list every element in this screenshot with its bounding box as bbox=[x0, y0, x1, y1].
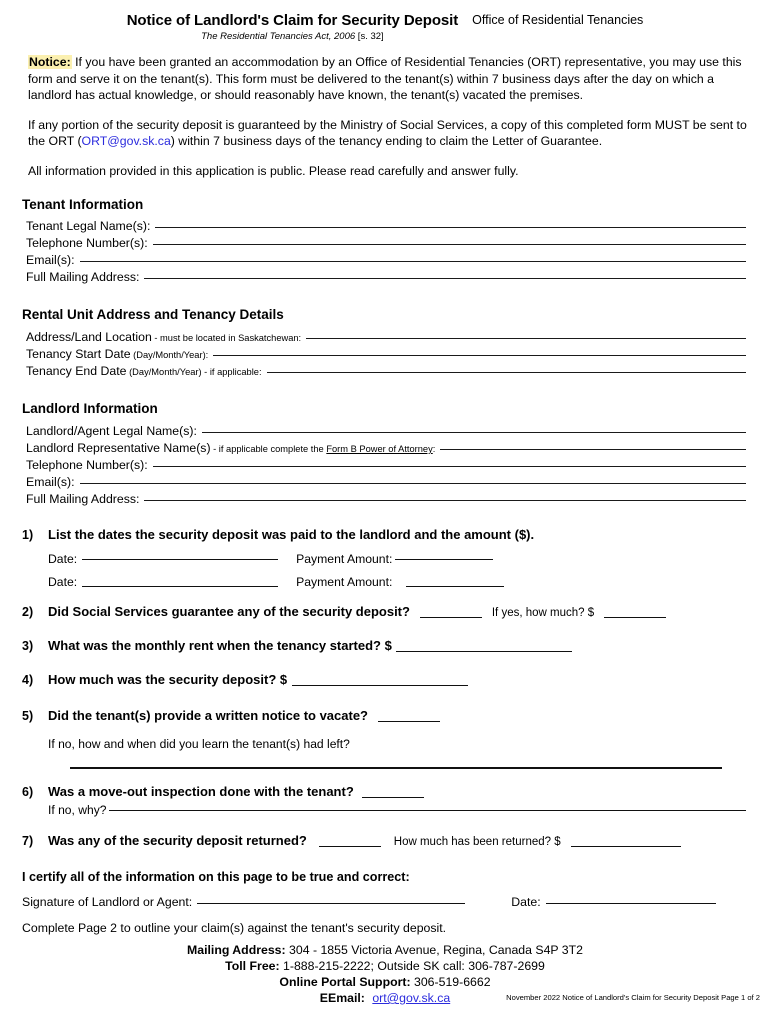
act-name: The Residential Tenancies Act, 2006 bbox=[201, 31, 356, 42]
question-text: What was the monthly rent when the tenancy started? $ bbox=[48, 638, 392, 653]
section-heading-landlord: Landlord Information bbox=[22, 401, 158, 416]
input-line[interactable] bbox=[440, 449, 746, 450]
public-info-paragraph: All information provided in this application is public. Please read carefully and answer fully. bbox=[28, 163, 519, 178]
q6-why-input-line[interactable] bbox=[109, 810, 747, 811]
signature-row bbox=[0, 895, 770, 909]
certify-statement: I certify all of the information on this page to be true and correct: bbox=[22, 870, 410, 884]
footer-tollfree-label: Toll Free: bbox=[225, 959, 280, 973]
field-tenancy-start-date[interactable] bbox=[26, 347, 746, 361]
landlord-fields bbox=[0, 424, 770, 506]
page-title: Notice of Landlord's Claim for Security Deposit bbox=[126, 12, 459, 29]
q3-amount-blank[interactable] bbox=[396, 651, 572, 652]
signature-label: Signature of Landlord or Agent: bbox=[22, 895, 193, 909]
field-label-main: Tenancy Start Date bbox=[26, 347, 131, 361]
q5-answer-line[interactable] bbox=[70, 767, 722, 769]
field-label-main: Tenancy End Date bbox=[26, 364, 127, 378]
payment-amount-input-line[interactable] bbox=[406, 586, 504, 587]
field-label-hint: (Day/Month/Year) - if applicable: bbox=[126, 367, 262, 377]
signature-input-line[interactable] bbox=[197, 903, 465, 904]
field-label-main: Address/Land Location bbox=[26, 330, 152, 344]
form-b-power-of-attorney-link[interactable]: Form B Power of Attorney bbox=[326, 444, 433, 454]
question-7 bbox=[22, 832, 746, 850]
q7-answer-blank[interactable] bbox=[319, 846, 381, 847]
date-label: Date: bbox=[48, 552, 78, 566]
question-3 bbox=[22, 637, 746, 655]
q6-why-row bbox=[22, 803, 746, 817]
question-body bbox=[48, 832, 746, 850]
question-number: 6) bbox=[22, 785, 34, 799]
footer-email-row bbox=[0, 990, 770, 1006]
field-label: Tenant Legal Name(s): bbox=[26, 219, 151, 233]
footer-tollfree-value: 1-888-215-2222; Outside SK call: 306-787-2699 bbox=[279, 959, 545, 973]
question-text: Did Social Services guarantee any of the security deposit? bbox=[48, 604, 410, 619]
page-footer bbox=[0, 942, 770, 1006]
q5-note: If no, how and when did you learn the tenant(s) had left? bbox=[48, 737, 350, 751]
footer-document-meta: November 2022 Notice of Landlord's Claim for Security Deposit Page 1 of 2 bbox=[506, 993, 760, 1002]
field-label bbox=[26, 441, 435, 455]
field-label bbox=[26, 347, 208, 361]
q1-payment-row-1 bbox=[22, 552, 746, 566]
page-header bbox=[0, 0, 770, 42]
input-line[interactable] bbox=[144, 278, 746, 279]
input-line[interactable] bbox=[213, 355, 746, 356]
q2-answer-blank[interactable] bbox=[420, 617, 482, 618]
questions-list bbox=[0, 526, 770, 850]
q5-answer-blank[interactable] bbox=[378, 721, 440, 722]
q2-sub-label: If yes, how much? $ bbox=[491, 607, 595, 619]
field-tenant-legal-names[interactable] bbox=[26, 219, 746, 233]
field-tenant-email[interactable] bbox=[26, 253, 746, 267]
input-line[interactable] bbox=[306, 338, 746, 339]
question-number: 3) bbox=[22, 639, 34, 653]
notice-body: If you have been granted an accommodation by an Office of Residential Tenancies (ORT) representative, you may use this form and serve it on the tenant(s). This form must be delivered to the tenant(s) within 7 business days after the day on which a landlord has actual knowledge, or should reasonably have known, the tenant(s) vacated the premises. bbox=[28, 55, 742, 102]
footer-mailing-address bbox=[0, 942, 770, 958]
question-body bbox=[48, 603, 746, 621]
ort-email-link[interactable]: ORT@gov.sk.ca bbox=[81, 134, 171, 148]
input-line[interactable] bbox=[80, 261, 746, 262]
social-services-text-before: If any portion of the security deposit is guaranteed by the Ministry of Social Services, a copy of this completed form MUST be sent to the ORT ( bbox=[28, 117, 747, 148]
question-text: Did the tenant(s) provide a written notice to vacate? bbox=[48, 708, 368, 723]
question-5 bbox=[22, 707, 746, 725]
question-text: How much was the security deposit? $ bbox=[48, 672, 288, 687]
field-label-hint: (Day/Month/Year): bbox=[130, 350, 209, 360]
notice-badge: Notice: bbox=[29, 55, 71, 69]
question-number: 5) bbox=[22, 709, 34, 723]
q1-payment-row-2 bbox=[22, 575, 746, 589]
notice-paragraph bbox=[28, 54, 748, 104]
field-label bbox=[26, 330, 301, 344]
social-services-paragraph bbox=[28, 117, 748, 150]
section-heading-tenant: Tenant Information bbox=[22, 197, 144, 212]
date-input-line[interactable] bbox=[82, 559, 278, 560]
date-input-line[interactable] bbox=[82, 586, 278, 587]
question-body bbox=[48, 707, 746, 725]
office-label: Office of Residential Tenancies bbox=[472, 13, 644, 27]
footer-email-link[interactable]: ort@gov.sk.ca bbox=[372, 991, 451, 1005]
q7-sub-label: How much has been returned? $ bbox=[393, 836, 561, 848]
question-number: 2) bbox=[22, 605, 34, 619]
footer-mailing-value: 304 - 1855 Victoria Avenue, Regina, Canada S4P 3T2 bbox=[285, 943, 583, 957]
field-landlord-legal-names[interactable] bbox=[26, 424, 746, 438]
input-line[interactable] bbox=[153, 466, 746, 467]
page-subtitle bbox=[127, 31, 458, 42]
footer-online-portal bbox=[0, 974, 770, 990]
q4-amount-blank[interactable] bbox=[292, 685, 468, 686]
field-landlord-telephone[interactable] bbox=[26, 458, 746, 472]
q2-amount-blank[interactable] bbox=[604, 617, 666, 618]
field-landlord-mailing-address[interactable] bbox=[26, 492, 746, 506]
field-label-hint: - must be located in Saskatchewan: bbox=[151, 333, 302, 343]
field-label bbox=[26, 364, 262, 378]
question-body bbox=[48, 671, 746, 689]
question-2 bbox=[22, 603, 746, 621]
act-section: [s. 32] bbox=[355, 31, 384, 42]
field-label: Full Mailing Address: bbox=[26, 492, 140, 506]
question-1 bbox=[22, 526, 746, 544]
field-label: Telephone Number(s): bbox=[26, 236, 148, 250]
q7-amount-blank[interactable] bbox=[571, 846, 681, 847]
input-line[interactable] bbox=[153, 244, 746, 245]
field-landlord-representative-names[interactable] bbox=[26, 441, 746, 455]
question-body bbox=[48, 783, 746, 801]
complete-page-2-note: Complete Page 2 to outline your claim(s) against the tenant's security deposit. bbox=[22, 921, 447, 935]
field-label-main: Landlord Representative Name(s) bbox=[26, 441, 211, 455]
question-body bbox=[48, 637, 746, 655]
q6-why-label: If no, why? bbox=[48, 803, 107, 817]
input-line[interactable] bbox=[202, 432, 746, 433]
question-number: 4) bbox=[22, 673, 34, 687]
question-6 bbox=[22, 783, 746, 801]
question-text: Was any of the security deposit returned? bbox=[48, 833, 307, 848]
field-address-land-location[interactable] bbox=[26, 330, 746, 344]
input-line[interactable] bbox=[80, 483, 746, 484]
social-services-text-after: ) within 7 business days of the tenancy ending to claim the Letter of Guarantee. bbox=[170, 134, 603, 148]
intro-block bbox=[0, 54, 770, 179]
field-tenant-telephone[interactable] bbox=[26, 236, 746, 250]
payment-amount-label: Payment Amount: bbox=[296, 575, 393, 589]
input-line[interactable] bbox=[267, 372, 746, 373]
payment-amount-label: Payment Amount: bbox=[296, 552, 393, 566]
footer-mailing-label: Mailing Address: bbox=[186, 943, 286, 957]
field-label: Email(s): bbox=[26, 253, 75, 267]
signature-date-label: Date: bbox=[511, 895, 541, 909]
field-label: Telephone Number(s): bbox=[26, 458, 148, 472]
rental-fields bbox=[0, 330, 770, 378]
field-tenant-mailing-address[interactable] bbox=[26, 270, 746, 284]
field-label-hint-post: : bbox=[432, 444, 436, 454]
field-landlord-email[interactable] bbox=[26, 475, 746, 489]
question-number: 7) bbox=[22, 834, 34, 848]
question-text: Was a move-out inspection done with the tenant? bbox=[48, 784, 354, 799]
tenant-fields bbox=[0, 219, 770, 284]
footer-portal-value: 306-519-6662 bbox=[410, 975, 491, 989]
question-text: List the dates the security deposit was paid to the landlord and the amount ($). bbox=[48, 527, 535, 542]
field-label: Email(s): bbox=[26, 475, 75, 489]
section-heading-rental-unit: Rental Unit Address and Tenancy Details bbox=[22, 307, 284, 322]
payment-amount-input-line[interactable] bbox=[395, 559, 493, 560]
field-label-hint-pre: - if applicable complete the bbox=[210, 444, 327, 454]
question-4 bbox=[22, 671, 746, 689]
date-label: Date: bbox=[48, 575, 78, 589]
input-line[interactable] bbox=[155, 227, 746, 228]
header-title-block bbox=[127, 12, 458, 42]
footer-portal-label: Online Portal Support: bbox=[279, 975, 411, 989]
input-line[interactable] bbox=[144, 500, 746, 501]
field-label: Landlord/Agent Legal Name(s): bbox=[26, 424, 197, 438]
field-label: Full Mailing Address: bbox=[26, 270, 140, 284]
question-number: 1) bbox=[22, 528, 34, 542]
q6-answer-blank[interactable] bbox=[362, 797, 424, 798]
footer-toll-free bbox=[0, 958, 770, 974]
question-body bbox=[48, 526, 746, 544]
signature-date-input-line[interactable] bbox=[546, 903, 716, 904]
footer-email-label: EEmail: bbox=[319, 991, 365, 1005]
field-tenancy-end-date[interactable] bbox=[26, 364, 746, 378]
